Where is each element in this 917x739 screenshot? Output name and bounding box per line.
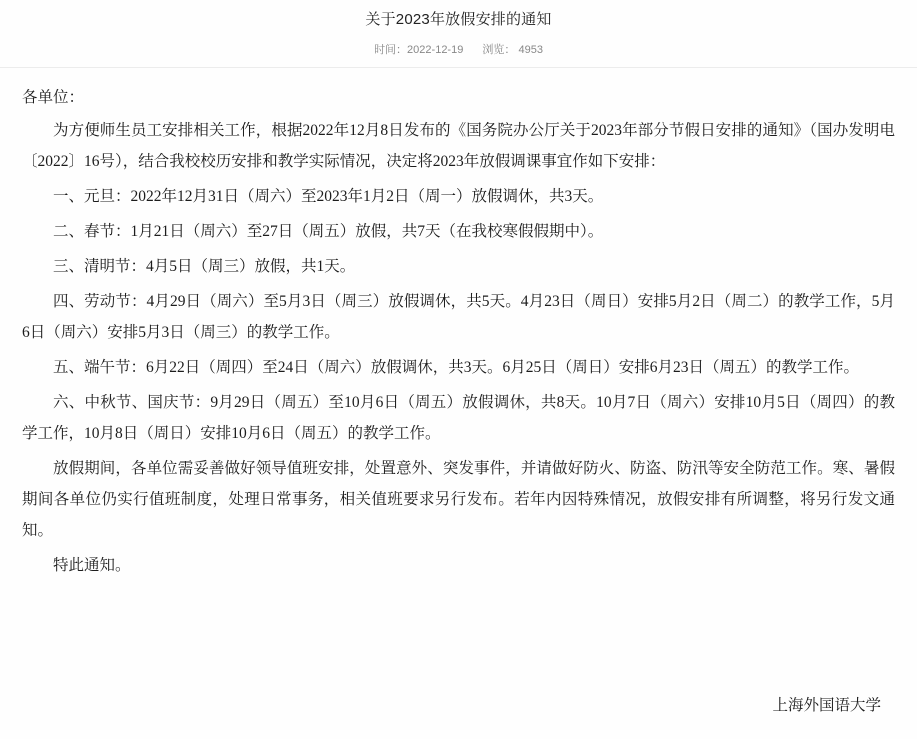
paragraph-item-1: 一、元旦：2022年12月31日（周六）至2023年1月2日（周一）放假调休，共3天。 (53, 188, 604, 205)
paragraph-item-4: 四、劳动节：4月29日（周六）至5月3日（周三）放假调休，共5天。4月23日（周日）安排5月2日（周二）的教学工作，5月6日（周六）安排5月3日（周三）的教学工作。 (22, 293, 895, 341)
document-meta (0, 41, 917, 57)
paragraph-item-3: 三、清明节：4月5日（周三）放假，共1天。 (53, 258, 356, 275)
view-count: 浏览： 4953 (482, 44, 543, 56)
paragraph-intro: 为方便师生员工安排相关工作，根据2022年12月8日发布的《国务院办公厅关于2023年部分节假日安排的通知》（国办发明电〔2022〕16号），结合我校校历安排和教学实际情况，决定将2023年放假调课事宜作如下安排： (22, 122, 895, 170)
signature-organization: 上海外国语大学 (772, 697, 881, 714)
paragraph-closing: 特此通知。 (53, 557, 131, 574)
paragraph-item-6: 六、中秋节、国庆节：9月29日（周五）至10月6日（周五）放假调休，共8天。10月7日（周六）安排10月5日（周四）的教学工作，10月8日（周日）安排10月6日（周五）的教学工作。 (22, 394, 895, 442)
document-body (0, 68, 917, 581)
paragraph-duty-arrangements: 放假期间，各单位需妥善做好领导值班安排，处置意外、突发事件，并请做好防火、防盗、防汛等安全防范工作。寒、暑假期间各单位仍实行值班制度，处理日常事务，相关值班要求另行发布。若年内因特殊情况，放假安排有所调整，将另行发文通知。 (22, 460, 895, 539)
title-bar (0, 0, 917, 29)
paragraph-item-2: 二、春节：1月21日（周六）至27日（周五）放假，共7天（在我校寒假假期中）。 (53, 223, 604, 240)
page-title: 关于2023年放假安排的通知 (365, 11, 552, 28)
salutation: 各单位： (22, 89, 85, 106)
paragraph-item-5: 五、端午节：6月22日（周四）至24日（周六）放假调休，共3天。6月25日（周日）安排6月23日（周五）的教学工作。 (53, 359, 860, 376)
publish-date: 时间：2022-12-19 (374, 44, 464, 56)
